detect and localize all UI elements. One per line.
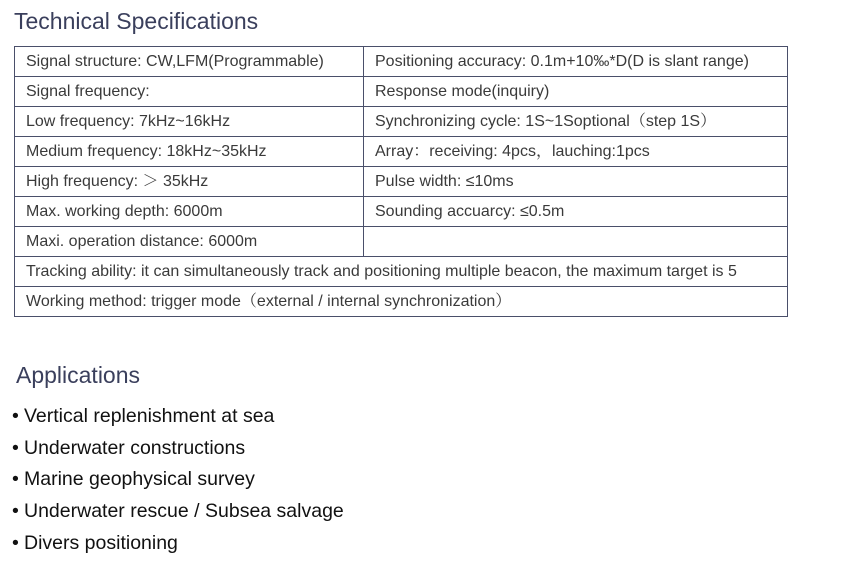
spec-cell-tracking-ability: Tracking ability: it can simultaneously track and positioning multiple beacon, the maximum target is 5 xyxy=(15,257,788,287)
spec-cell: Medium frequency: 18kHz~35kHz xyxy=(15,137,364,167)
spec-cell-empty xyxy=(364,227,788,257)
list-item xyxy=(12,528,344,560)
bullet-icon: • xyxy=(12,405,19,427)
list-item-label: Underwater rescue / Subsea salvage xyxy=(24,500,344,523)
spec-cell: Response mode(inquiry) xyxy=(364,77,788,107)
technical-specifications-heading: Technical Specifications xyxy=(14,8,259,34)
list-item-label: Marine geophysical survey xyxy=(24,468,255,491)
bullet-icon: • xyxy=(12,500,19,523)
table-row xyxy=(15,137,788,167)
spec-cell: Maxi. operation distance: 6000m xyxy=(15,227,364,257)
table-row xyxy=(15,197,788,227)
table-row xyxy=(15,47,788,77)
spec-cell-working-method: Working method: trigger mode（external / internal synchronization） xyxy=(15,287,788,317)
list-item xyxy=(12,401,344,433)
applications-list xyxy=(12,401,344,559)
list-item xyxy=(12,464,344,496)
list-item-label: Vertical replenishment at sea xyxy=(24,405,275,427)
table-row xyxy=(15,227,788,257)
spec-cell: Low frequency: 7kHz~16kHz xyxy=(15,107,364,137)
table-row-full xyxy=(15,287,788,317)
table-row xyxy=(15,107,788,137)
spec-cell: Synchronizing cycle: 1S~1Soptional（step 1S） xyxy=(364,107,788,137)
bullet-icon: • xyxy=(12,531,19,554)
specifications-table xyxy=(14,46,788,317)
list-item-label: Underwater constructions xyxy=(24,436,246,459)
list-item-label: Divers positioning xyxy=(24,531,178,554)
bullet-icon: • xyxy=(12,436,19,459)
table-row xyxy=(15,167,788,197)
spec-cell: High frequency: ＞ 35kHz xyxy=(15,167,364,197)
spec-cell: Max. working depth: 6000m xyxy=(15,197,364,227)
spec-cell: Signal frequency: xyxy=(15,77,364,107)
spec-cell: Signal structure: CW,LFM(Programmable) xyxy=(15,47,364,77)
table-row xyxy=(15,77,788,107)
bullet-icon: • xyxy=(12,468,19,491)
spec-cell: Positioning accuracy: 0.1m+10‰*D(D is slant range) xyxy=(364,47,788,77)
spec-cell: Array：receiving: 4pcs，lauching:1pcs xyxy=(364,137,788,167)
table-row-full xyxy=(15,257,788,287)
spec-cell: Sounding accuarcy: ≤0.5m xyxy=(364,197,788,227)
applications-heading: Applications xyxy=(16,362,141,388)
list-item xyxy=(12,433,344,465)
list-item xyxy=(12,496,344,528)
spec-cell: Pulse width: ≤10ms xyxy=(364,167,788,197)
